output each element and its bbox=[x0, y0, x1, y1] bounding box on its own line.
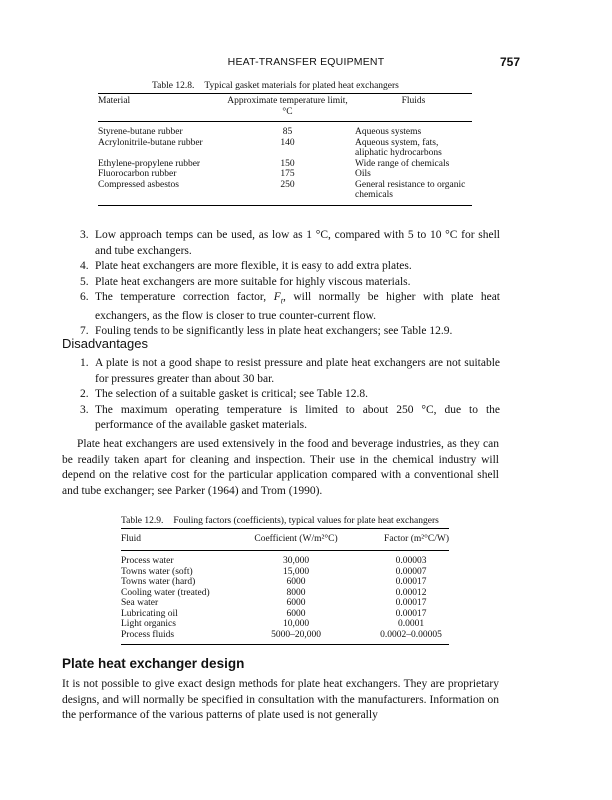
factor-cell: 0.00003 bbox=[395, 556, 427, 566]
design-heading: Plate heat exchanger design bbox=[62, 656, 245, 671]
fluid-cell: Process water bbox=[121, 556, 174, 566]
running-header bbox=[0, 56, 612, 72]
advantages-list bbox=[80, 228, 500, 340]
table-row bbox=[98, 127, 472, 138]
material-cell: Fluorocarbon rubber bbox=[98, 169, 177, 179]
fluids-cell: Aqueous system, fats, aliphatic hydrocarbons bbox=[355, 137, 442, 158]
list-text: Fouling tends to be significantly less in plate heat exchangers; see Table 12.9. bbox=[95, 325, 453, 338]
table-12-9 bbox=[121, 528, 449, 645]
temperature-cell: 175 bbox=[280, 169, 295, 179]
table-row bbox=[121, 598, 449, 609]
fluids-cell: Wide range of chemicals bbox=[355, 158, 450, 169]
table-row bbox=[98, 159, 472, 170]
coefficient-cell: 5000–20,000 bbox=[271, 629, 321, 640]
factor-cell: 0.0002–0.00005 bbox=[380, 629, 442, 640]
temperature-cell: 140 bbox=[280, 137, 295, 148]
fluid-cell: Lubricating oil bbox=[121, 608, 178, 619]
table-row bbox=[121, 567, 449, 578]
table-12-8-caption bbox=[152, 81, 399, 91]
fluid-cell: Light organics bbox=[121, 619, 176, 629]
fluid-cell: Process fluids bbox=[121, 629, 175, 640]
column-header-temperature-limit: Approximate temperature limit, °C bbox=[220, 94, 355, 122]
list-text: The maximum operating temperature is limited to about 250 °C, due to the performance of the available gasket materials. bbox=[95, 403, 500, 431]
fluid-cell: Towns water (soft) bbox=[121, 566, 193, 577]
list-number: 3. bbox=[80, 403, 89, 416]
list-text: , will normally be higher with plate heat exchangers, as the flow is closer to true counter-current flow. bbox=[95, 291, 500, 322]
table-12-8-label: Table 12.8. bbox=[152, 81, 195, 91]
list-number: 3. bbox=[80, 229, 89, 241]
table-row bbox=[121, 609, 449, 620]
coefficient-cell: 6000 bbox=[286, 598, 306, 608]
column-header-material: Material bbox=[98, 94, 220, 122]
temperature-cell: 250 bbox=[280, 179, 295, 190]
table-row bbox=[121, 630, 449, 645]
list-item bbox=[80, 290, 500, 324]
list-item bbox=[80, 275, 500, 291]
list-number: 2. bbox=[80, 388, 89, 400]
table-row bbox=[98, 169, 472, 180]
list-item bbox=[80, 403, 500, 434]
disadvantages-list bbox=[80, 356, 500, 434]
factor-cell: 0.00007 bbox=[395, 566, 427, 577]
coefficient-cell: 10,000 bbox=[282, 619, 310, 629]
list-text: Plate heat exchangers are more flexible, it is easy to add extra plates. bbox=[95, 260, 412, 272]
fluids-cell: Oils bbox=[355, 169, 371, 179]
factor-cell: 0.00012 bbox=[395, 587, 427, 598]
material-cell: Ethylene-propylene rubber bbox=[98, 158, 201, 169]
fluid-cell: Towns water (hard) bbox=[121, 577, 196, 587]
body-paragraph: Plate heat exchangers are used extensively in the food and beverage industries, as they can be readily taken apart for cleaning and inspection. Their use in the chemical industry will depend on the relative cost for the particular application compared with a conventional shell and tube exchanger; see Parker (1964) and Trom (1990). bbox=[62, 438, 499, 497]
table-12-8-title: Typical gasket materials for plated heat exchangers bbox=[204, 81, 399, 91]
page-number: 757 bbox=[499, 55, 520, 69]
column-header-factor: Factor (m²°C/W) bbox=[359, 529, 449, 551]
list-number: 7. bbox=[80, 325, 89, 338]
temperature-cell: 150 bbox=[280, 158, 295, 169]
ft-symbol: $F_t$ bbox=[273, 291, 283, 306]
column-header-fluids: Fluids bbox=[355, 94, 472, 122]
fluid-cell: Cooling water (treated) bbox=[121, 587, 210, 598]
table-12-9-title: Fouling factors (coefficients), typical values for plate heat exchangers bbox=[173, 516, 439, 526]
table-row bbox=[98, 180, 472, 206]
temperature-cell: 85 bbox=[282, 127, 293, 137]
coefficient-cell: 30,000 bbox=[282, 556, 310, 566]
list-text: Low approach temps can be used, as low as 1 °C, compared with 5 to 10 °C for shell and tube exchangers. bbox=[95, 229, 500, 257]
coefficient-cell: 8000 bbox=[286, 587, 306, 598]
coefficient-cell: 6000 bbox=[286, 577, 306, 587]
fluids-cell: General resistance to organic chemicals bbox=[355, 179, 466, 200]
table-12-9-label: Table 12.9. bbox=[121, 516, 164, 526]
material-cell: Styrene-butane rubber bbox=[98, 127, 183, 137]
factor-cell: 0.00017 bbox=[395, 598, 427, 608]
fluids-cell: Aqueous systems bbox=[355, 127, 422, 137]
list-text: The selection of a suitable gasket is critical; see Table 12.8. bbox=[95, 388, 368, 400]
material-cell: Compressed asbestos bbox=[98, 179, 180, 190]
list-text: Plate heat exchangers are more suitable for highly viscous materials. bbox=[95, 275, 411, 288]
design-paragraph: It is not possible to give exact design methods for plate heat exchangers. They are proprietary designs, and will normally be specified in consultation with the manufacturers. Information on the performance of the various patterns of plate used is not generally bbox=[62, 678, 499, 721]
list-number: 1. bbox=[80, 357, 89, 369]
material-cell: Acrylonitrile-butane rubber bbox=[98, 137, 203, 148]
list-number: 4. bbox=[80, 260, 89, 272]
table-12-8 bbox=[98, 93, 472, 206]
column-header-coefficient: Coefficient (W/m²°C) bbox=[233, 529, 359, 551]
list-text: A plate is not a good shape to resist pressure and plate heat exchangers are not suitable for pressures greater than about 30 bar. bbox=[95, 357, 500, 385]
disadvantages-heading: Disadvantages bbox=[62, 336, 148, 351]
coefficient-cell: 15,000 bbox=[282, 566, 310, 577]
list-number: 6. bbox=[80, 291, 89, 303]
list-number: 5. bbox=[80, 275, 89, 288]
list-text: The temperature correction factor, bbox=[95, 291, 274, 303]
factor-cell: 0.00017 bbox=[395, 577, 427, 587]
fluid-cell: Sea water bbox=[121, 598, 159, 608]
table-12-9-caption bbox=[121, 516, 439, 526]
table-row bbox=[98, 138, 472, 159]
list-item bbox=[80, 387, 500, 403]
table-row bbox=[121, 577, 449, 588]
factor-cell: 0.0001 bbox=[397, 619, 425, 629]
column-header-fluid: Fluid bbox=[121, 529, 233, 551]
list-item bbox=[80, 228, 500, 259]
list-item bbox=[80, 356, 500, 387]
table-row bbox=[121, 556, 449, 567]
table-row bbox=[121, 588, 449, 599]
coefficient-cell: 6000 bbox=[286, 608, 306, 619]
list-item bbox=[80, 259, 500, 275]
running-title: HEAT-TRANSFER EQUIPMENT bbox=[227, 56, 385, 68]
factor-cell: 0.00017 bbox=[395, 608, 427, 619]
table-row bbox=[121, 619, 449, 630]
